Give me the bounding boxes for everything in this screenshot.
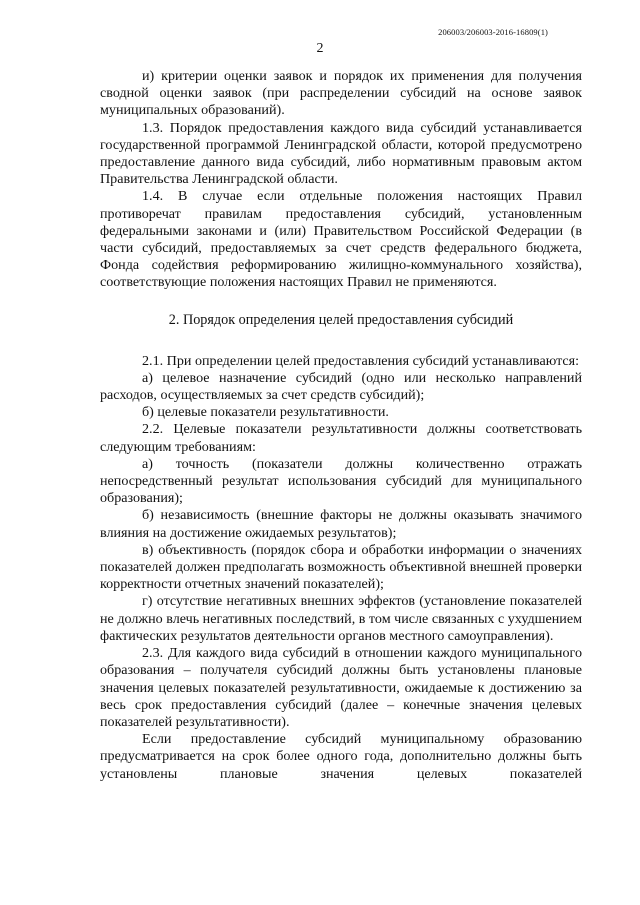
paragraph: в) объективность (порядок сбора и обработки информации о значениях показателей должен предполагать возможность объективной внешней проверки корректности отчетных значений показателей); [100, 541, 582, 593]
paragraph: 2.1. При определении целей предоставления субсидий устанавливаются: [142, 352, 580, 369]
document-id: 206003/206003-2016-16809(1) [438, 27, 548, 37]
paragraph: Если предоставление субсидий муниципальному образованию предусматривается на срок более одного года, дополнительно должны быть установлены плановые значения целевых показателей [100, 731, 582, 782]
paragraph: 1.3. Порядок предоставления каждого вида субсидий устанавливается государственной программой Ленинградской области, которой предусмотрено предоставление данного вида субсидий, либо нормативным правовым актом Правительства Ленинградской области. [100, 119, 582, 188]
paragraph: 2.2. Целевые показатели результативности должны соответствовать следующим требованиям: [100, 421, 582, 455]
paragraph: 1.4. В случае если отдельные положения настоящих Правил противоречат правилам предоставления субсидий, установленным федеральными законами и (или) Правительством Российской Федерации (в части субсидий, предоставляемых за счет средств федерального бюджета, Фонда содействия реформированию жилищно-коммунального хозяйства), соответствующие положения настоящих Правил не применяются. [100, 188, 582, 291]
paragraph: г) отсутствие негативных внешних эффектов (установление показателей не должно влечь негативных последствий, в том числе связанных с ухудшением фактических результатов деятельности органов местного самоуправления). [100, 593, 583, 644]
document-body [100, 68, 582, 783]
paragraph: а) целевое назначение субсидий (одно или несколько направлений расходов, осуществляемых за счет средств субсидий); [100, 369, 582, 404]
paragraph: а) точность (показатели должны количественно отражать непосредственный результат использования субсидий для муниципального образования); [100, 455, 582, 507]
paragraph: б) целевые показатели результативности. [142, 404, 389, 421]
paragraph: и) критерии оценки заявок и порядок их применения для получения сводной оценки заявок (при распределении субсидий на основе заявок муниципальных образований). [100, 68, 582, 119]
page-number: 2 [316, 41, 324, 56]
paragraph: б) независимость (внешние факторы не должны оказывать значимого влияния на достижение ожидаемых результатов); [100, 507, 582, 541]
paragraph: 2.3. Для каждого вида субсидий в отношении каждого муниципального образования – получателя субсидий должны быть установлены плановые значения целевых показателей результативности, ожидаемые к достижению за весь срок предоставления субсидий (далее – конечные значения целевых показателей результативности). [100, 645, 582, 730]
section-title: 2. Порядок определения целей предоставления субсидий [168, 311, 514, 328]
